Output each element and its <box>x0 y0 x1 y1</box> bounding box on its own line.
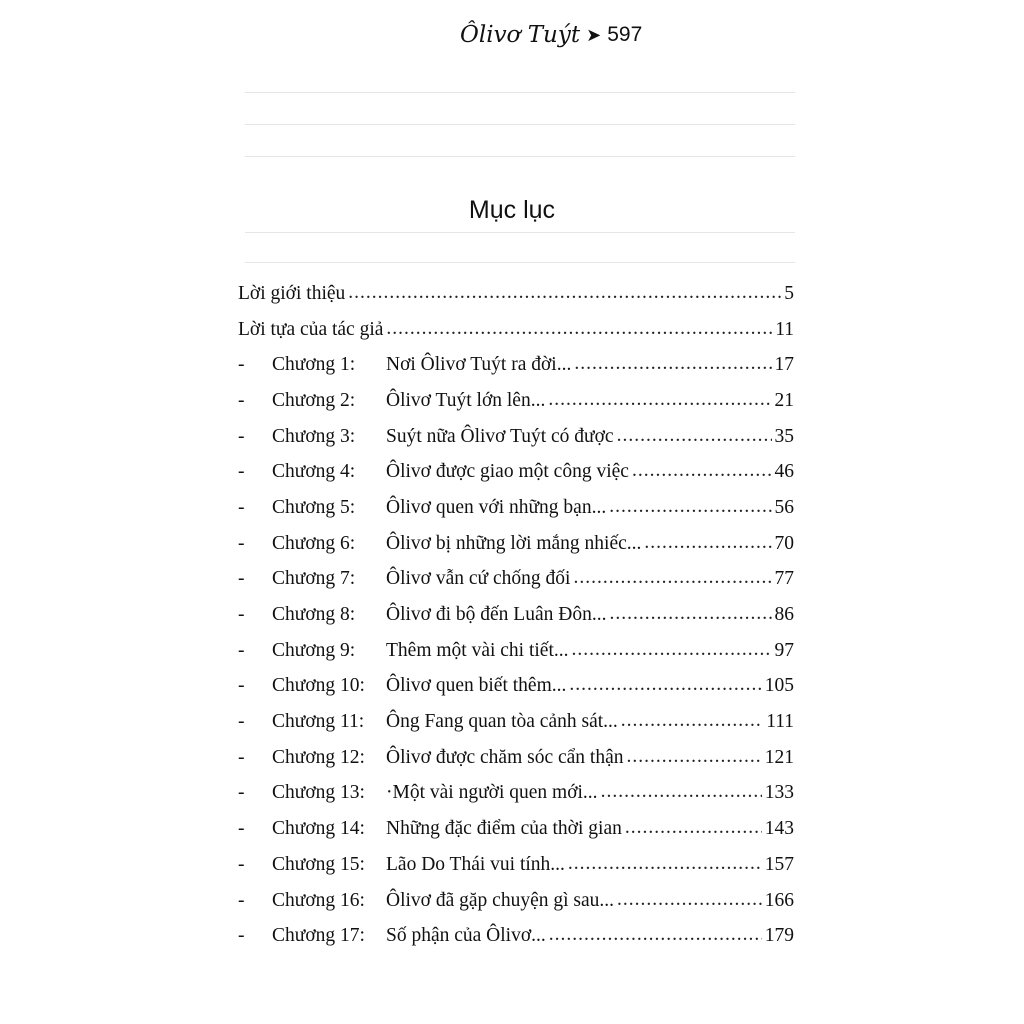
bleed-through-line <box>245 124 795 125</box>
toc-chapter-row[interactable] <box>238 526 794 562</box>
arrow-icon: ➤ <box>586 24 602 45</box>
chapter-bullet: - <box>238 425 245 447</box>
chapter-number: Chương 4: <box>272 461 356 483</box>
dot-leader <box>549 924 762 946</box>
dot-leader <box>574 353 771 375</box>
running-header-page-number: 597 <box>607 23 643 46</box>
page-title: Mục lục <box>468 196 556 224</box>
chapter-bullet: - <box>238 675 245 697</box>
chapter-bullet: - <box>238 853 245 875</box>
chapter-page: 86 <box>774 604 794 626</box>
chapter-title: ·Một vài người quen mới... <box>386 782 598 804</box>
chapter-number: Chương 15: <box>272 853 365 875</box>
toc-chapter-row[interactable] <box>238 669 794 705</box>
bleed-through-line <box>245 232 795 233</box>
chapter-bullet: - <box>238 604 245 626</box>
chapter-number: Chương 17: <box>272 925 365 947</box>
dot-leader <box>568 853 762 875</box>
dot-leader <box>609 603 771 625</box>
running-header-book-title: Ôlivơ Tuýt <box>460 22 581 48</box>
chapter-page: 111 <box>766 711 794 733</box>
chapter-bullet: - <box>238 711 245 733</box>
chapter-number: Chương 14: <box>272 818 365 840</box>
chapter-page: 143 <box>764 818 794 840</box>
dot-leader <box>573 567 771 589</box>
dot-leader <box>569 674 761 696</box>
chapter-bullet: - <box>238 389 245 411</box>
dot-leader <box>386 318 772 340</box>
dot-leader <box>548 389 771 411</box>
chapter-title: Ôlivơ được chăm sóc cẩn thận <box>386 746 624 768</box>
chapter-bullet: - <box>238 354 245 376</box>
chapter-number: Chương 16: <box>272 889 365 911</box>
chapter-list <box>238 347 794 954</box>
chapter-number: Chương 10: <box>272 675 365 697</box>
chapter-page: 166 <box>764 889 794 911</box>
toc-chapter-row[interactable] <box>238 383 794 419</box>
toc-entry-page: 11 <box>775 318 794 340</box>
dot-leader <box>348 282 781 304</box>
dot-leader <box>601 781 762 803</box>
toc-chapter-row[interactable] <box>238 811 794 847</box>
chapter-page: 77 <box>774 568 794 590</box>
chapter-title: Ông Fang quan tòa cảnh sát... <box>386 711 618 733</box>
chapter-bullet: - <box>238 532 245 554</box>
chapter-title: Ôlivơ vẫn cứ chống đối <box>386 568 571 590</box>
chapter-title: Ôlivơ bị những lời mắng nhiếc... <box>386 532 642 554</box>
dot-leader <box>617 425 772 447</box>
chapter-number: Chương 13: <box>272 782 365 804</box>
toc-chapter-row[interactable] <box>238 740 794 776</box>
chapter-number: Chương 7: <box>272 568 356 590</box>
chapter-bullet: - <box>238 782 245 804</box>
toc-entry-author-preface[interactable] <box>238 312 794 348</box>
chapter-page: 46 <box>774 461 794 483</box>
chapter-page: 70 <box>774 532 794 554</box>
chapter-number: Chương 11: <box>272 711 365 733</box>
toc-chapter-row[interactable] <box>238 490 794 526</box>
dot-leader <box>621 710 763 732</box>
chapter-title: Số phận của Ôlivơ... <box>386 925 546 947</box>
chapter-page: 157 <box>764 853 794 875</box>
chapter-bullet: - <box>238 889 245 911</box>
chapter-page: 121 <box>764 746 794 768</box>
chapter-page: 179 <box>764 925 794 947</box>
toc-chapter-row[interactable] <box>238 562 794 598</box>
chapter-title: Ôlivơ đi bộ đến Luân Đôn... <box>386 604 607 626</box>
chapter-page: 97 <box>774 639 794 661</box>
toc-chapter-row[interactable] <box>238 597 794 633</box>
toc-chapter-row[interactable] <box>238 633 794 669</box>
chapter-title: Thêm một vài chi tiết... <box>386 639 569 661</box>
chapter-title: Ôlivơ quen biết thêm... <box>386 675 567 697</box>
chapter-title: Ôlivơ đã gặp chuyện gì sau... <box>386 889 615 911</box>
chapter-page: 35 <box>774 425 794 447</box>
chapter-page: 56 <box>774 496 794 518</box>
table-of-contents <box>238 276 794 954</box>
running-header <box>460 22 642 48</box>
dot-leader <box>644 532 771 554</box>
chapter-title: Những đặc điểm của thời gian <box>386 818 622 840</box>
chapter-bullet: - <box>238 818 245 840</box>
chapter-number: Chương 12: <box>272 746 365 768</box>
chapter-number: Chương 2: <box>272 389 356 411</box>
toc-entry-label: Lời tựa của tác giả <box>238 318 384 340</box>
chapter-bullet: - <box>238 746 245 768</box>
chapter-number: Chương 8: <box>272 604 356 626</box>
toc-chapter-row[interactable] <box>238 883 794 919</box>
chapter-bullet: - <box>238 461 245 483</box>
dot-leader <box>609 496 771 518</box>
dot-leader <box>572 639 772 661</box>
toc-entry-page: 5 <box>784 282 794 304</box>
chapter-title: Lão Do Thái vui tính... <box>386 853 565 875</box>
bleed-through-line <box>245 262 795 263</box>
bleed-through-line <box>245 92 795 93</box>
chapter-page: 105 <box>764 675 794 697</box>
chapter-number: Chương 6: <box>272 532 356 554</box>
toc-entry-introduction[interactable] <box>238 276 794 312</box>
dot-leader <box>625 817 762 839</box>
toc-chapter-row[interactable] <box>238 347 794 383</box>
chapter-title: Ôlivơ Tuýt lớn lên... <box>386 389 546 411</box>
chapter-title: Ôlivơ quen với những bạn... <box>386 496 607 518</box>
toc-chapter-row[interactable] <box>238 918 794 954</box>
dot-leader <box>617 889 762 911</box>
chapter-number: Chương 3: <box>272 425 356 447</box>
chapter-page: 21 <box>774 389 794 411</box>
toc-chapter-row[interactable] <box>238 419 794 455</box>
chapter-page: 17 <box>774 354 794 376</box>
chapter-number: Chương 5: <box>272 496 356 518</box>
chapter-title: Suýt nữa Ôlivơ Tuýt có được <box>386 425 614 447</box>
chapter-bullet: - <box>238 925 245 947</box>
chapter-bullet: - <box>238 639 245 661</box>
toc-chapter-row[interactable] <box>238 704 794 740</box>
chapter-page: 133 <box>764 782 794 804</box>
chapter-number: Chương 9: <box>272 639 356 661</box>
toc-chapter-row[interactable] <box>238 776 794 812</box>
toc-chapter-row[interactable] <box>238 847 794 883</box>
toc-chapter-row[interactable] <box>238 454 794 490</box>
chapter-number: Chương 1: <box>272 354 356 376</box>
chapter-title: Nơi Ôlivơ Tuýt ra đời... <box>386 354 572 376</box>
bleed-through-line <box>245 156 795 157</box>
chapter-title: Ôlivơ được giao một công việc <box>386 461 629 483</box>
dot-leader <box>627 746 762 768</box>
chapter-bullet: - <box>238 496 245 518</box>
toc-entry-label: Lời giới thiệu <box>238 282 346 304</box>
chapter-bullet: - <box>238 568 245 590</box>
dot-leader <box>632 460 772 482</box>
